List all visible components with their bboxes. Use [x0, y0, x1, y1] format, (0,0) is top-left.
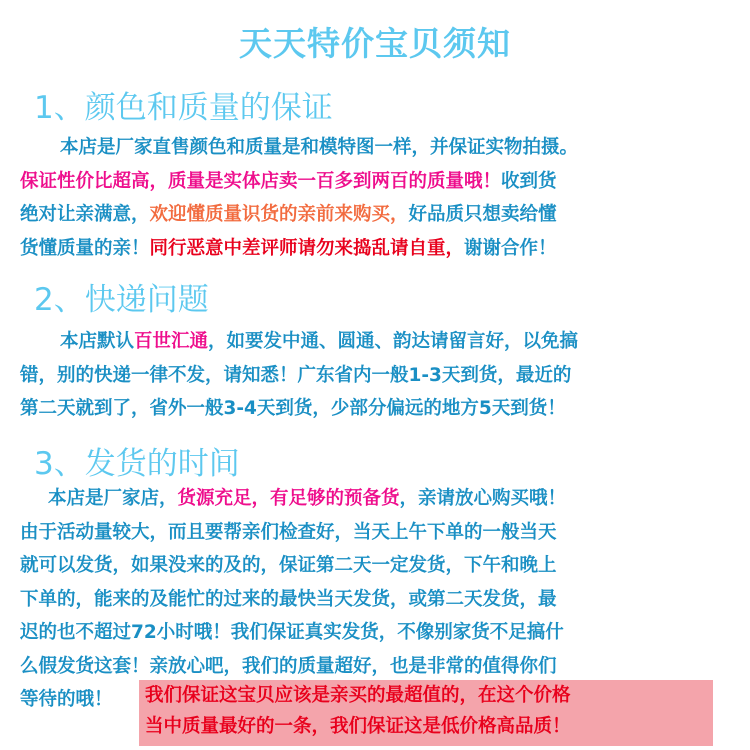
section-3-line-3: 就可以发货，如果没来的及的，保证第二天一定发货，下午和晚上 [20, 555, 557, 576]
section-3-line-1-tail: ，亲请放心购买哦！ [399, 488, 567, 509]
section-2-heading: 2、快递问题 [34, 282, 209, 318]
section-3-line-1 [20, 482, 732, 516]
section-2-line-1-tail: ，如要发中通、圆通、韵达请留言好，以免搞 [208, 331, 579, 352]
section-1-line-4 [20, 232, 732, 266]
section-1-line-3-tail: 好品质只想卖给懂 [408, 204, 557, 225]
section-2-line-1 [20, 325, 732, 359]
price-quality-claim: 保证性价比超高，质量是实体店卖一百多到两百的质量哦！ [20, 170, 502, 192]
default-courier-label: 本店默认 [60, 331, 135, 352]
section-3-heading: 3、发货的时间 [34, 446, 240, 482]
satisfaction-text: 绝对让亲满意， [20, 204, 150, 225]
default-courier-name: 百世汇通 [134, 331, 209, 352]
section-1-heading: 1、颜色和质量的保证 [34, 90, 333, 126]
section-2-body [20, 325, 732, 426]
page-title: 天天特价宝贝须知 [239, 24, 511, 63]
section-2-line-3: 第二天就到了，省外一般3-4天到货，少部分偏远的地方5天到货！ [20, 398, 566, 419]
section-1-line-2-tail: 收到货 [501, 170, 557, 192]
section-3-line-4: 下单的，能来的及能忙的过来的最快当天发货，或第二天发货，最 [20, 588, 557, 610]
section-3-line-6: 么假发货这套！亲放心吧，我们的质量超好，也是非常的值得你们 [20, 655, 557, 677]
guarantee-highlight-box [139, 680, 713, 746]
section-1-line-3 [20, 198, 732, 232]
welcome-buyers-text: 欢迎懂质量识货的亲前来购买， [149, 204, 409, 225]
section-1-line-1: 本店是厂家直售颜色和质量是和模特图一样，并保证实物拍摄。 [60, 137, 579, 158]
stock-sufficient-text: 货源充足，有足够的预备货 [177, 488, 400, 509]
section-2-line-2: 错，别的快递一律不发，请知悉！广东省内一般1-3天到货，最近的 [20, 364, 572, 386]
guarantee-line-1: 我们保证这宝贝应该是亲买的最超值的，在这个价格 [145, 685, 571, 706]
factory-store-text: 本店是厂家店， [48, 488, 178, 509]
warning-text: 同行恶意中差评师请勿来捣乱请自重， [149, 237, 465, 259]
guarantee-line-2: 当中质量最好的一条，我们保证这是低价格高品质！ [145, 716, 571, 737]
section-1-body [20, 131, 732, 265]
section-1-line-2 [20, 165, 732, 199]
thanks-text: 谢谢合作！ [464, 237, 557, 259]
section-3-line-2: 由于活动量较大，而且要帮亲们检查好，当天上午下单的一般当天 [20, 521, 557, 543]
section-1-line-4-head: 货懂质量的亲！ [20, 237, 150, 259]
section-3-line-5: 迟的也不超过72小时哦！我们保证真实发货，不像别家货不足搞什 [20, 622, 564, 643]
section-3-line-7: 等待的哦！ [20, 689, 113, 710]
